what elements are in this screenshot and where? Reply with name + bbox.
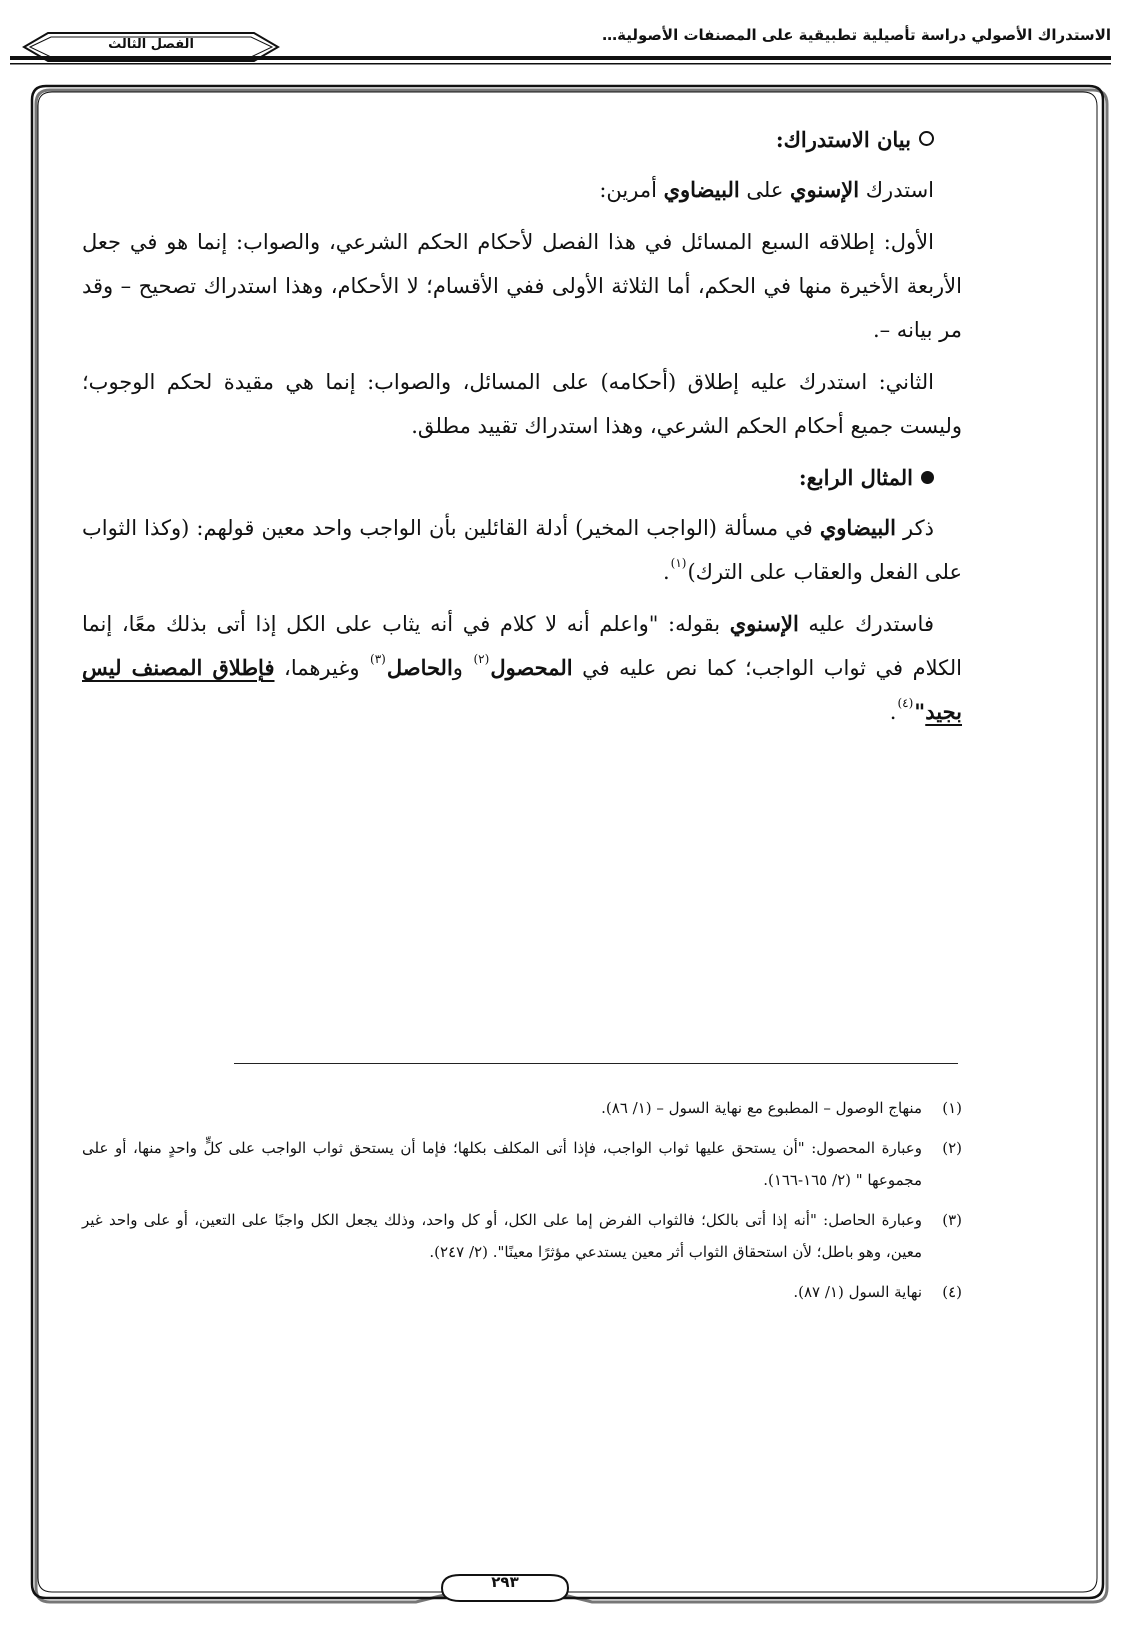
footnote-text: وعبارة المحصول: "أن يستحق عليها ثواب الواجب، فإذا أتى المكلف بكلها؛ فإما أن يستحق ثواب الواجب على كلٍّ واحدٍ منها، أو على مجموعها " (٢/ ١٦٥-١٦٦). [82,1139,922,1189]
footnote-2 [82,1132,962,1196]
name-isnawi: الإسنوي [790,177,860,202]
filled-circle-icon [921,471,934,484]
footnote-ref-2[interactable]: (٢) [473,652,490,666]
text-run: وغيرهما، [274,656,370,680]
header-rule [10,54,1111,68]
name-isnawi: الإسنوي [729,611,799,636]
text-run: في مسألة (الواجب المخير) أدلة القائلين بأن الواجب واحد معين قولهم: (وكذا الثواب على الفعل والعقاب على الترك) [82,516,962,584]
footnote-ref-1[interactable]: (١) [670,556,687,570]
underlined-phrase: فإطلاق المصنف ليس بجيد [82,655,962,724]
text-run: و [452,656,473,680]
text-run: . [889,700,897,724]
example-paragraph [82,506,962,594]
footnote-number: (٤) [942,1283,962,1301]
footnote-number: (٣) [942,1211,962,1229]
book-mahsul: المحصول [490,655,573,680]
footnote-number: (٢) [942,1139,962,1157]
footnote-separator [234,1063,958,1064]
footnote-ref-4[interactable]: (٤) [897,696,914,710]
footnote-4 [82,1276,962,1308]
istidrak-paragraph [82,602,962,734]
text-run: بقوله: "واعلم أنه لا كلام في أنه يثاب على الكل إذا أتى بذلك معًا، إنما الكلام في ثواب الواجب؛ كما نص عليه في [82,612,963,680]
text-run: فاستدرك عليه [798,612,934,636]
footnote-number: (١) [942,1099,962,1117]
text-run: على [739,178,791,202]
text-run: ذكر [895,516,934,540]
text-run: أمرين: [599,178,664,202]
hollow-circle-icon [919,131,934,146]
closing-quote: " [914,699,926,724]
example-heading [82,456,962,500]
footnote-ref-3[interactable]: (٣) [370,652,386,666]
book-hasil: الحاصل [386,655,453,680]
footnote-text: منهاج الوصول – المطبوع مع نهاية السول – (١/ ٨٦). [601,1099,922,1117]
page-header [0,0,1121,70]
bayan-heading-text: بيان الاستدراك: [775,127,911,152]
example-heading-text: المثال الرابع: [798,465,913,490]
name-baydawi: البيضاوي [819,515,896,540]
text-run: . [662,560,670,584]
footnote-text: وعبارة الحاصل: "أنه إذا أتى بالكل؛ فالثواب الفرض إما على الكل، أو كل واحد، وذلك يجعل الكل واجبًا على التعين، أو على واحد غير معين، وهو باطل؛ لأن استحقاق الثواب أثر معين يستدعي مؤثرًا معينًا". (٢/ ٢٤٧). [82,1211,922,1261]
running-title: الاستدراك الأصولي دراسة تأصيلية تطبيقية على المصنفات الأصولية… [602,26,1111,44]
main-content [82,118,962,742]
text-run: استدرك [859,178,934,202]
footnote-3 [82,1204,962,1268]
name-baydawi: البيضاوي [663,177,740,202]
second-matter-paragraph: الثاني: استدرك عليه إطلاق (أحكامه) على المسائل، والصواب: إنما هي مقيدة لحكم الوجوب؛ وليست جميع أحكام الحكم الشرعي، وهذا استدراك تقييد مطلق. [82,370,962,438]
intro-paragraph [82,168,962,212]
footnote-text: نهاية السول (١/ ٨٧). [793,1283,922,1301]
chapter-label: الفصل الثالث [108,37,194,52]
page-number: ٢٩٣ [491,1573,519,1591]
footnotes-section [82,1092,962,1316]
bayan-heading [82,118,962,162]
footnote-1 [82,1092,962,1124]
first-matter-paragraph: الأول: إطلاقه السبع المسائل في هذا الفصل لأحكام الحكم الشرعي، والصواب: إنما هو في جعل الأربعة الأخيرة منها في الحكم، أما الثلاثة الأولى ففي الأقسام؛ لا الأحكام، وهذا استدراك تصحيح – وقد مر بيانه –. [82,230,962,342]
